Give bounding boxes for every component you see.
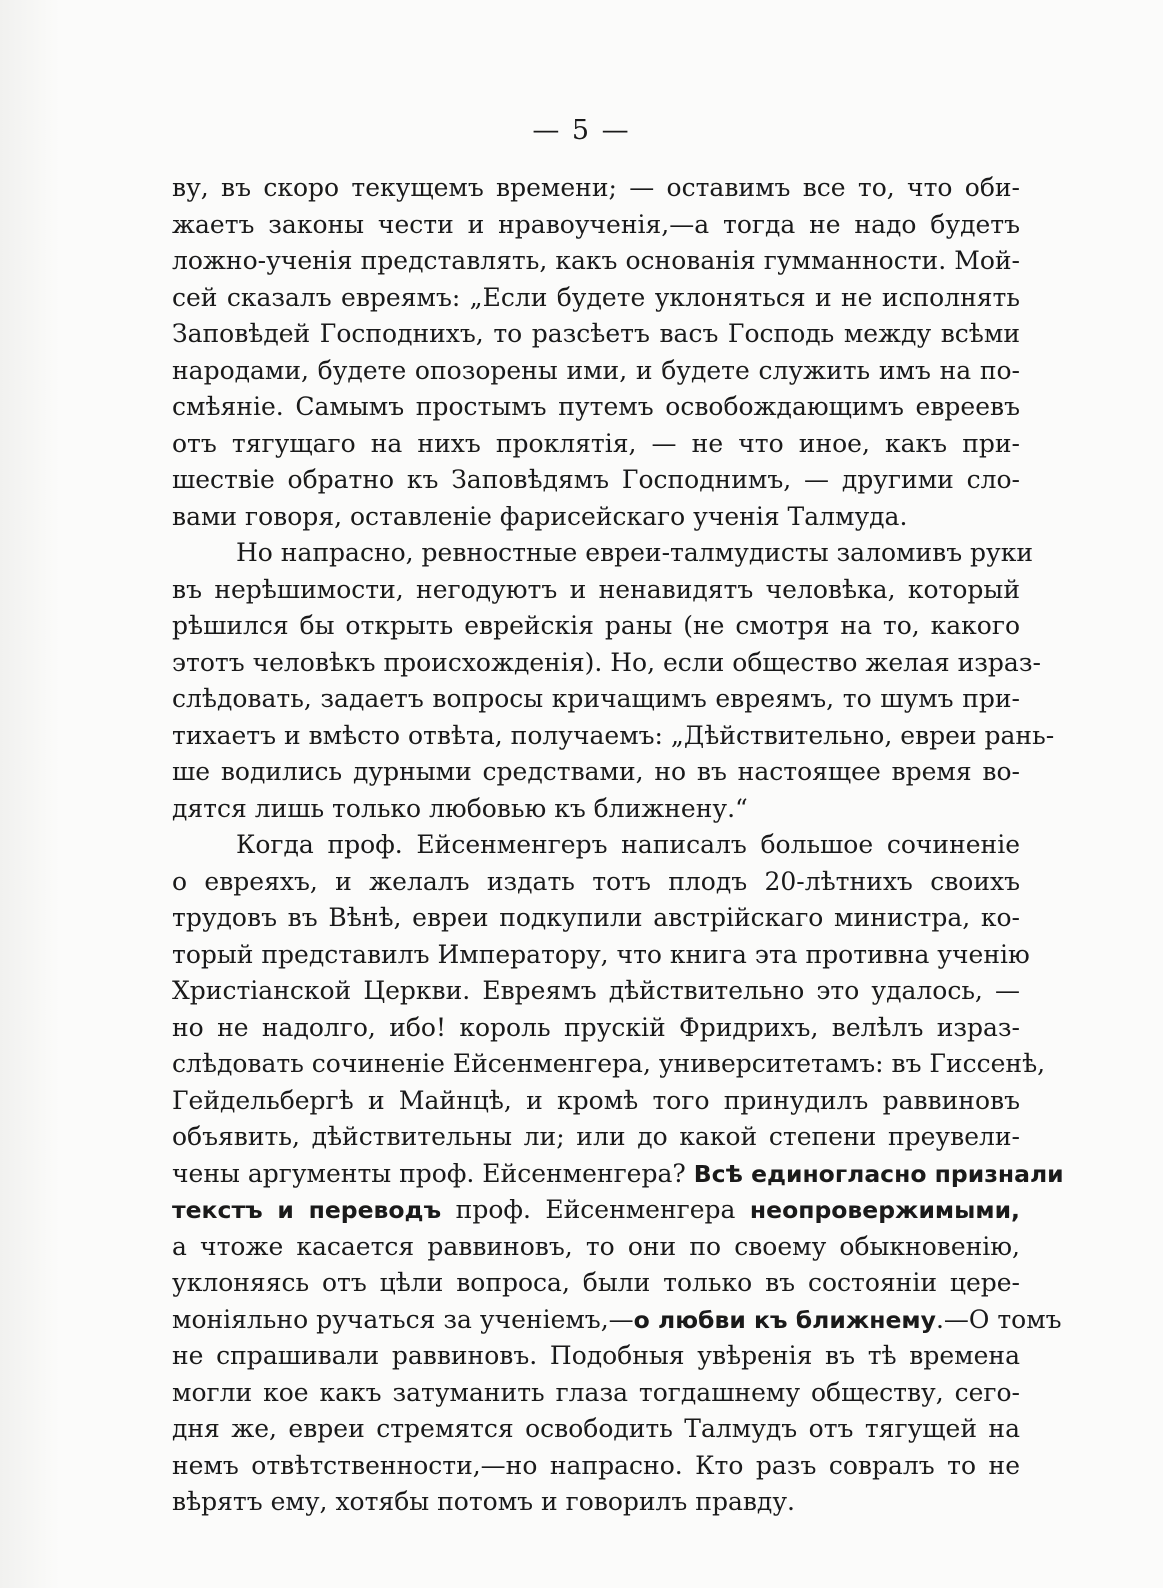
text-segment: чены аргументы проф. Ейсенменгера?	[172, 1158, 686, 1188]
body-text	[172, 170, 1064, 1521]
text-line: шествіе обратно къ Заповѣдямъ Господнимъ, — другими сло-	[172, 465, 1020, 494]
text-line: не спрашивали раввиновъ. Подобныя увѣренія въ тѣ времена	[172, 1341, 1020, 1370]
bold-phrase: Всѣ единогласно признали	[693, 1159, 1064, 1188]
text-line: вами говоря, оставленіе фарисейскаго ученія Талмуда.	[172, 501, 908, 531]
text-line: жаетъ законы чести и нравоученія,—а тогда не надо будетъ	[172, 209, 1020, 239]
text-line: немъ отвѣтственности,—но напрасно. Кто разъ совралъ то не	[172, 1450, 1020, 1480]
bold-phrase: текстъ и переводъ	[172, 1196, 442, 1224]
text-line: Гейдельбергѣ и Майнцѣ, и кромѣ того принудилъ раввиновъ	[172, 1085, 1020, 1115]
text-line: смѣяніе. Самымъ простымъ путемъ освобождающимъ евреевъ	[172, 392, 1020, 421]
text-line: тихаетъ и вмѣсто отвѣта, получаемъ: „Дѣйствительно, евреи рань-	[172, 720, 1055, 750]
bold-phrase: неопровержимыми,	[749, 1196, 1020, 1224]
paragraph-3	[172, 827, 1064, 1521]
text-line: Когда проф. Ейсенменгеръ написалъ большое сочиненіе	[236, 830, 1020, 859]
text-line: трудовъ въ Вѣнѣ, евреи подкупили австрійскаго министра, ко-	[172, 903, 1020, 932]
text-line: Христіанской Церкви. Евреямъ дѣйствительно это удалось, —	[172, 976, 1020, 1005]
text-line: слѣдовать, задаетъ вопросы кричащимъ евреямъ, то шумъ при-	[172, 684, 1020, 713]
page-number: — 5 —	[532, 115, 631, 146]
text-line: народами, будете опозорены ими, и будете служить имъ на по-	[172, 355, 1020, 385]
text-line: вѣрятъ ему, хотябы потомъ и говорилъ правду.	[172, 1487, 795, 1516]
text-line: въ нерѣшимости, негодуютъ и ненавидятъ человѣка, который	[172, 574, 1020, 604]
text-line: дятся лишь только любовью къ ближнену.“	[172, 793, 748, 823]
text-line: Заповѣдей Господнихъ, то разсѣетъ васъ Господь между всѣми	[172, 319, 1020, 348]
paragraph-1	[172, 170, 1020, 535]
bold-phrase: о любви къ ближнему	[633, 1305, 936, 1334]
text-line: отъ тягущаго на нихъ проклятія, — не что иное, какъ при-	[172, 428, 1020, 458]
text-line: дня же, евреи стремятся освободить Талмудъ отъ тягущей на	[172, 1414, 1020, 1443]
text-line-mixed	[172, 1302, 1062, 1339]
text-line: торый представилъ Императору, что книга эта противна ученію	[172, 939, 1030, 969]
text-line: могли кое какъ затуманить глаза тогдашнему обществу, сего-	[172, 1377, 1020, 1407]
text-line: ву, въ скоро текущемъ времени; — оставимъ все то, что оби-	[172, 173, 1020, 202]
text-line: сей сказалъ евреямъ: „Если будете уклоняться и не исполнять	[172, 282, 1020, 312]
text-line: о евреяхъ, и желалъ издать тотъ плодъ 20-лѣтнихъ своихъ	[172, 866, 1020, 896]
text-line-mixed	[172, 1192, 1020, 1229]
scan-edge-shadow	[0, 0, 60, 1588]
text-segment: моніяльно ручаться за ученіемъ,—	[172, 1304, 634, 1334]
text-segment: .—О томъ	[935, 1304, 1062, 1334]
text-segment: проф. Ейсенменгера	[455, 1195, 736, 1224]
text-line: объявить, дѣйствительны ли; или до какой степени преувели-	[172, 1122, 1020, 1151]
text-line: ложно-ученія представлять, какъ основанія гумманности. Мой-	[172, 246, 1020, 275]
text-line: уклоняясь отъ цѣли вопроса, были только въ состояніи цере-	[172, 1268, 1020, 1297]
text-line: этотъ человѣкъ происхожденія). Но, если общество желая израз-	[172, 647, 1041, 677]
text-line-mixed	[172, 1156, 1064, 1193]
text-line: а чтоже касается раввиновъ, то они по своему обыкновенію,	[172, 1231, 1020, 1261]
text-line: слѣдовать сочиненіе Ейсенменгера, университетамъ: въ Гиссенѣ,	[172, 1049, 1046, 1078]
text-line: ше водились дурными средствами, но въ настоящее время во-	[172, 757, 1020, 786]
paragraph-2	[172, 535, 1055, 827]
text-line: рѣшился бы открыть еврейскія раны (не смотря на то, какого	[172, 611, 1020, 640]
text-line: но не надолго, ибо! король прускій Фридрихъ, велѣлъ израз-	[172, 1012, 1020, 1042]
text-line: Но напрасно, ревностные евреи-талмудисты заломивъ руки	[236, 538, 1034, 567]
